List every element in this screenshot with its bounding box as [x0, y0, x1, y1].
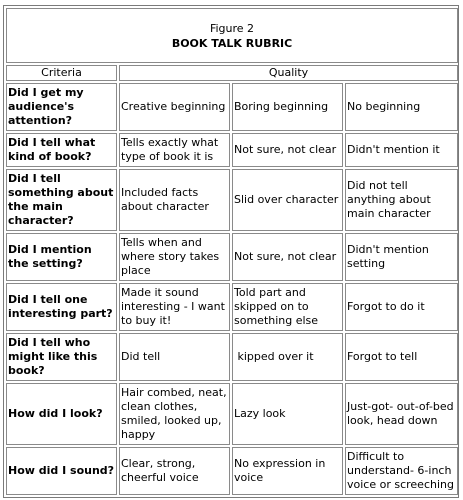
- criteria-cell: Did I tell what kind of book?: [6, 133, 117, 167]
- quality-cell-mid: Boring beginning: [232, 83, 343, 131]
- quality-cell-low: Forgot to do it: [345, 283, 458, 331]
- quality-cell-mid: No expression in voice: [232, 447, 343, 495]
- criteria-cell: Did I tell something about the main character?: [6, 169, 117, 231]
- criteria-cell: How did I sound?: [6, 447, 117, 495]
- quality-cell-mid: Not sure, not clear: [232, 233, 343, 281]
- criteria-cell: Did I tell one interesting part?: [6, 283, 117, 331]
- quality-header: Quality: [119, 65, 458, 81]
- rubric-table: [4, 6, 460, 497]
- criteria-cell: Did I mention the setting?: [6, 233, 117, 281]
- quality-cell-high: Tells exactly what type of book it is: [119, 133, 230, 167]
- header-row: [6, 65, 458, 81]
- title-row: [6, 8, 458, 63]
- figure-title-cell: [6, 8, 458, 63]
- table-row: [6, 447, 458, 495]
- figure-label: Figure 2: [209, 22, 255, 35]
- criteria-cell: How did I look?: [6, 383, 117, 445]
- quality-cell-high: Clear, strong, cheerful voice: [119, 447, 230, 495]
- table-row: [6, 333, 458, 381]
- quality-cell-low: Difficult to understand- 6-inch voice or screeching: [345, 447, 458, 495]
- table-row: [6, 133, 458, 167]
- quality-cell-high: Made it sound interesting - I want to buy it!: [119, 283, 230, 331]
- quality-cell-mid: Lazy look: [232, 383, 343, 445]
- quality-cell-low: No beginning: [345, 83, 458, 131]
- quality-cell-high: Hair combed, neat, clean clothes, smiled, looked up, happy: [119, 383, 230, 445]
- table-row: [6, 233, 458, 281]
- quality-cell-high: Tells when and where story takes place: [119, 233, 230, 281]
- rubric-title: BOOK TALK RUBRIC: [171, 37, 293, 50]
- quality-cell-high: Did tell: [119, 333, 230, 381]
- quality-cell-mid: Told part and skipped on to something else: [232, 283, 343, 331]
- table-row: [6, 283, 458, 331]
- criteria-cell: Did I get my audience's attention?: [6, 83, 117, 131]
- table-row: [6, 169, 458, 231]
- criteria-header: Criteria: [6, 65, 117, 81]
- quality-cell-high: Included facts about character: [119, 169, 230, 231]
- table-row: [6, 83, 458, 131]
- quality-cell-low: Forgot to tell: [345, 333, 458, 381]
- quality-cell-low: Didn't mention setting: [345, 233, 458, 281]
- criteria-cell: Did I tell who might like this book?: [6, 333, 117, 381]
- quality-cell-high: Creative beginning: [119, 83, 230, 131]
- book-talk-rubric: [3, 5, 459, 498]
- quality-cell-mid: kipped over it: [232, 333, 343, 381]
- quality-cell-mid: Not sure, not clear: [232, 133, 343, 167]
- quality-cell-low: Did not tell anything about main character: [345, 169, 458, 231]
- quality-cell-low: Just-got- out-of-bed look, head down: [345, 383, 458, 445]
- quality-cell-low: Didn't mention it: [345, 133, 458, 167]
- table-row: [6, 383, 458, 445]
- quality-cell-mid: Slid over character: [232, 169, 343, 231]
